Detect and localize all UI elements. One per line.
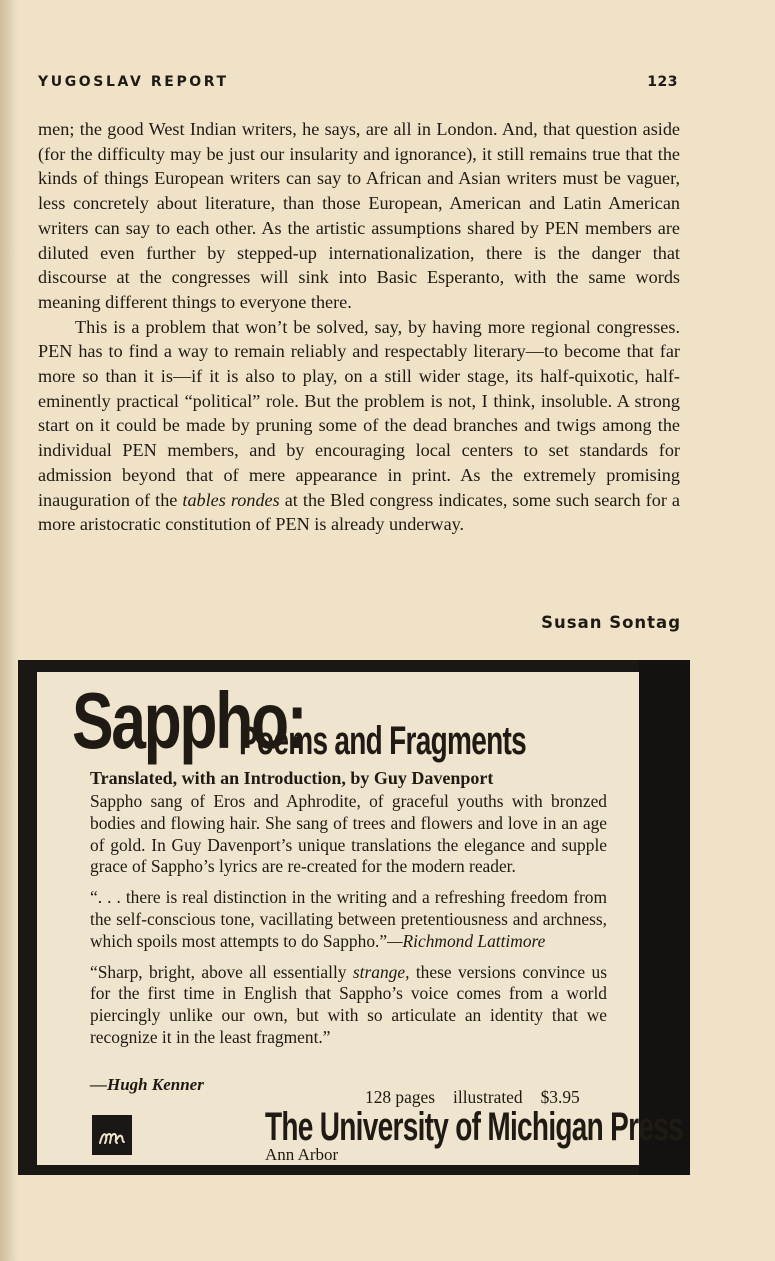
article-author: Susan Sontag [541, 613, 681, 632]
ad-city: Ann Arbor [265, 1145, 339, 1164]
article-body [38, 117, 680, 537]
ad-price: $3.95 [540, 1087, 580, 1107]
ad-description: Sappho sang of Eros and Aphrodite, of graceful youths with bronzed bodies and flowing hair. She sang of trees and flowers and love in an age of gold. In Guy Davenport’s unique translations the elegance and supple grace of Sappho’s lyrics are re-created for the modern reader. [90, 791, 607, 877]
ad-body [90, 791, 607, 1058]
ad-publisher: The University of Michigan Press [265, 1105, 683, 1149]
page-number: 123 [647, 74, 678, 90]
ad-quote-1-attribution: —Richmond Lattimore [387, 930, 546, 951]
ad-border-band [639, 660, 690, 1175]
article-paragraph-1: men; the good West Indian writers, he says, are all in London. And, that question aside (for the difficulty may be just our insularity and ignorance), it still remains true that the kinds of things European writers can say to African and Asian writers must be vaguer, less concretely about literature, than those European, American and Latin American writers can say to each other. As the artistic assumptions shared by PEN members are diluted even further by stepped-up internationalization, there is the danger that discourse at the congresses will sink into Basic Esperanto, with the same words meaning different things to everyone there. [38, 119, 680, 312]
ad-quote-1-text: “. . . there is real distinction in the writing and a refreshing freedom from the self-conscious tone, vacillating between pretentiousness and archness, which spoils most attempts to do Sappho.” [90, 887, 607, 951]
tables-rondes-italic: tables rondes [182, 489, 280, 510]
ad-quote-2-italic: strange, [352, 961, 410, 982]
ad-quote-2-text: “Sharp, bright, above all essentially [90, 961, 353, 982]
running-header [38, 74, 678, 94]
ad-title [72, 676, 632, 765]
article-paragraph-2-end: at the Bled congress indicates, some such search for a more aristocratic constitution of PEN is already underway. [38, 489, 680, 535]
article-paragraph-2-text: This is a problem that won’t be solved, say, by having more regional congresses. PEN has to find a way to remain reliably and respectably literary—to become that far more so than it is—if it is also to play, on a still wider stage, its half-quixotic, half-eminently practical “political” role. But the problem is not, I think, insoluble. A strong start on it could be made by pruning some of the dead branches and twigs among the individual PEN members, and by encouraging local centers to set standards for admission beyond that of mere appearance in print. As the extremely promising inauguration of the [38, 316, 680, 510]
page-gutter-shadow [0, 0, 18, 1261]
ad-illustrated: illustrated [453, 1087, 523, 1107]
university-press-logo-icon [92, 1115, 132, 1155]
ad-pages: 128 pages [365, 1087, 436, 1107]
ad-quote-lattimore [90, 887, 607, 952]
ad-byline: Translated, with an Introduction, by Guy Davenport [90, 768, 494, 788]
running-title: YUGOSLAV REPORT [38, 74, 229, 90]
ad-quote-2-attribution: —Hugh Kenner [90, 1075, 204, 1094]
ad-title-sub: Poems and Fragments [239, 719, 527, 763]
article-paragraph-2 [38, 315, 680, 537]
advertisement [18, 660, 690, 1175]
ad-quote-2-end: these versions convince us for the first time in English that Sappho’s voice comes from a world piercingly unlike our own, but with so articulate an identity that we recognize it in the least fragment.” [90, 961, 607, 1047]
ad-quote-kenner [90, 962, 607, 1049]
ad-title-main: Sappho: [72, 676, 306, 765]
ad-panel [37, 672, 683, 1165]
